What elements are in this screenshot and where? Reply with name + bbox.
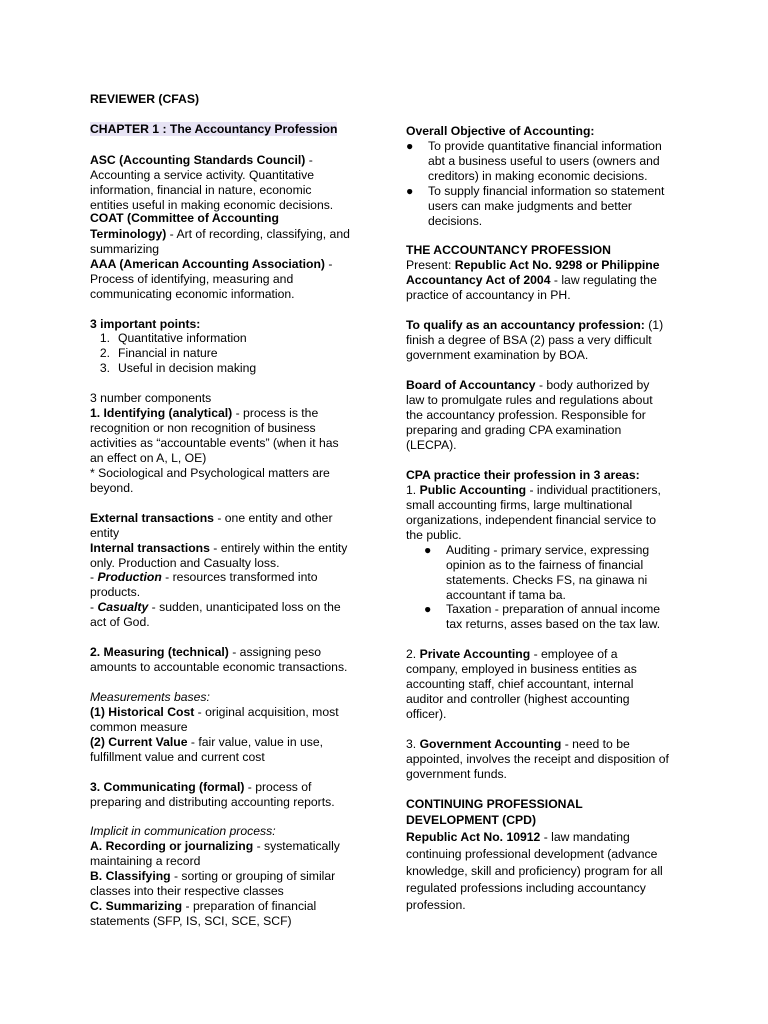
present-line: practice of accountancy in PH.	[406, 288, 571, 302]
boa-line: the accountancy profession. Responsible for	[406, 408, 646, 422]
casualty-text: - sudden, unanticipated loss on the	[148, 600, 341, 614]
measuring-term: 2. Measuring (technical)	[90, 645, 229, 659]
item-number: 3.	[406, 737, 420, 751]
internal-text: - entirely within the entity	[209, 541, 348, 555]
public-line: organizations, independent financial service to	[406, 513, 657, 527]
dash: -	[90, 600, 98, 614]
external-term: External transactions	[90, 511, 214, 525]
bullet-icon: ●	[406, 184, 414, 198]
list-item-text: users can make judgments and better	[428, 199, 632, 213]
asc-line: information, financial in nature, economic	[90, 183, 312, 197]
aaa-term: AAA (American Accounting Association)	[90, 257, 325, 271]
components-heading: 3 number components	[90, 391, 212, 405]
present-law-name: Republic Act No. 9298 or Philippine	[454, 258, 660, 272]
qualify-definition	[406, 318, 663, 333]
recording-term: A. Recording or journalizing	[90, 839, 254, 853]
bullet-icon: ●	[406, 139, 414, 153]
measuring-text: - assigning peso	[228, 645, 321, 659]
summarizing-term: C. Summarizing	[90, 899, 183, 913]
present-law	[406, 273, 657, 288]
qualify-line: government examination by BOA.	[406, 348, 589, 362]
cpa-areas-heading: CPA practice their profession in 3 areas:	[406, 468, 640, 482]
casualty-term: Casualty	[97, 600, 149, 614]
classifying-text: - sorting or grouping of similar	[170, 869, 336, 883]
list-item-text: opinion as to the fairness of financial	[446, 558, 644, 572]
private-line: auditor and controller (highest accounting	[406, 692, 630, 706]
communicating-text: - process of	[244, 780, 312, 794]
external-text: - one entity and other	[213, 511, 333, 525]
current-text: - fair value, value in use,	[187, 735, 324, 749]
identifying-term: 1. Identifying (analytical)	[90, 406, 233, 420]
list-item-text: To supply financial information so statement	[428, 184, 665, 198]
aaa-text: -	[324, 257, 333, 271]
boa-line: law to promulgate rules and regulations about	[406, 393, 653, 407]
ra-10912-line: regulated professions including accountancy	[406, 881, 646, 895]
list-item-text: creditors) in making economic decisions.	[428, 169, 648, 183]
boa-line: preparing and grading CPA examination	[406, 423, 622, 437]
list-item-text: Taxation - preparation of annual income	[446, 602, 661, 616]
internal-transactions	[90, 541, 347, 556]
bases-heading: Measurements bases:	[90, 690, 210, 704]
asc-term: ASC (Accounting Standards Council)	[90, 153, 306, 167]
recording-line: maintaining a record	[90, 854, 201, 868]
cpd-heading: CONTINUING PROFESSIONAL	[406, 797, 583, 811]
present-law	[406, 258, 660, 273]
item-number: 2.	[406, 647, 420, 661]
identifying-line: recognition or non recognition of business	[90, 421, 316, 435]
aaa-definition	[90, 257, 332, 272]
public-text: - individual practitioners,	[526, 483, 661, 497]
list-item-text: Financial in nature	[118, 346, 218, 360]
private-accounting	[406, 647, 618, 662]
communicating-definition	[90, 780, 311, 795]
dash: -	[90, 570, 98, 584]
qualify-text: (1)	[644, 318, 664, 332]
list-item: 3. Useful in decision making	[99, 361, 257, 375]
ra-10912-line: continuing professional development (advance	[406, 847, 658, 861]
public-term: Public Accounting	[419, 483, 527, 497]
government-line: appointed, involves the receipt and disposition of	[406, 752, 669, 766]
list-item-text: decisions.	[428, 214, 483, 228]
public-line: small accounting firms, large multinational	[406, 498, 633, 512]
qualify-term: To qualify as an accountancy profession:	[406, 318, 645, 332]
present-law-name: Accountancy Act of 2004	[406, 273, 551, 287]
private-line: officer).	[406, 707, 447, 721]
production-definition	[90, 570, 318, 585]
casualty-line: act of God.	[90, 615, 150, 629]
historical-cost	[90, 705, 339, 720]
communicating-line: preparing and distributing accounting reports.	[90, 795, 335, 809]
private-line: accounting staff, chief accountant, internal	[406, 677, 634, 691]
production-text: - resources transformed into	[161, 570, 318, 584]
asc-definition	[90, 153, 313, 168]
public-line: the public.	[406, 528, 462, 542]
casualty-definition	[90, 600, 341, 615]
asc-line: entities useful in making economic decisions.	[90, 198, 334, 212]
chapter-heading: CHAPTER 1 : The Accountancy Profession	[90, 122, 338, 136]
current-line: fulfillment value and current cost	[90, 750, 265, 764]
current-term: (2) Current Value	[90, 735, 188, 749]
private-line: company, employed in business entities as	[406, 662, 637, 676]
list-item-text: Quantitative information	[118, 331, 247, 345]
list-item-text: To provide quantitative financial information	[428, 139, 662, 153]
historical-line: common measure	[90, 720, 188, 734]
ra-10912-line: profession.	[406, 898, 466, 912]
summarizing-line: statements (SFP, IS, SCI, SCE, SCF)	[90, 914, 292, 928]
ra-10912-definition	[406, 830, 630, 845]
government-term: Government Accounting	[419, 737, 562, 751]
external-line: entity	[90, 526, 120, 540]
historical-term: (1) Historical Cost	[90, 705, 195, 719]
item-number: 1.	[406, 483, 420, 497]
identifying-definition	[90, 406, 318, 421]
coat-text: - Art of recording, classifying, and	[166, 227, 350, 241]
external-transactions	[90, 511, 333, 526]
coat-definition	[90, 227, 350, 242]
government-text: - need to be	[561, 737, 630, 751]
private-term: Private Accounting	[419, 647, 531, 661]
aaa-line: Process of identifying, measuring and	[90, 272, 294, 286]
boa-definition	[406, 378, 649, 393]
identifying-text: - process is the	[232, 406, 319, 420]
list-item-text: accountant if tama ba.	[446, 588, 566, 602]
coat-line: summarizing	[90, 242, 160, 256]
asc-line: Accounting a service activity. Quantitative	[90, 168, 314, 182]
bullet-icon: ●	[424, 543, 432, 557]
bullet-icon: ●	[424, 602, 432, 616]
boa-text: - body authorized by	[535, 378, 650, 392]
document-title: REVIEWER (CFAS)	[90, 92, 200, 106]
production-line: products.	[90, 585, 141, 599]
list-item-text: tax returns, asses based on the tax law.	[446, 617, 661, 631]
objective-heading: Overall Objective of Accounting:	[406, 124, 595, 138]
identifying-line: an effect on A, L, OE)	[90, 451, 207, 465]
implicit-heading: Implicit in communication process:	[90, 824, 276, 838]
cpd-heading: DEVELOPMENT (CPD)	[406, 813, 537, 827]
identifying-note: * Sociological and Psychological matters are	[90, 466, 330, 480]
boa-line: (LECPA).	[406, 438, 457, 452]
internal-term: Internal transactions	[90, 541, 210, 555]
production-term: Production	[97, 570, 162, 584]
list-item-text: Useful in decision making	[118, 361, 257, 375]
list-item: 1. Quantitative information	[99, 331, 247, 345]
list-item	[424, 543, 649, 558]
classifying-line: classes into their respective classes	[90, 884, 284, 898]
summarizing-text: - preparation of financial	[182, 899, 317, 913]
recording-definition	[90, 839, 340, 854]
qualify-line: finish a degree of BSA (2) pass a very difficult	[406, 333, 652, 347]
present-label: Present:	[406, 258, 455, 272]
government-line: government funds.	[406, 767, 507, 781]
measuring-definition	[90, 645, 321, 660]
coat-term: COAT (Committee of Accounting	[90, 211, 279, 225]
communicating-term: 3. Communicating (formal)	[90, 780, 245, 794]
ra-10912-term: Republic Act No. 10912	[406, 830, 541, 844]
boa-term: Board of Accountancy	[406, 378, 536, 392]
public-accounting	[406, 483, 661, 498]
classifying-definition	[90, 869, 335, 884]
historical-text: - original acquisition, most	[194, 705, 339, 719]
coat-term: Terminology)	[90, 227, 167, 241]
list-item: 2. Financial in nature	[99, 346, 218, 360]
asc-text: -	[305, 153, 313, 167]
measuring-line: amounts to accountable economic transactions.	[90, 660, 348, 674]
summarizing-definition	[90, 899, 316, 914]
private-text: - employee of a	[530, 647, 618, 661]
list-item	[406, 139, 662, 154]
government-accounting	[406, 737, 630, 752]
present-text: - law regulating the	[550, 273, 657, 287]
internal-line: only. Production and Casualty loss.	[90, 556, 280, 570]
ra-10912-text: - law mandating	[540, 830, 630, 844]
ra-10912-line: knowledge, skill and proficiency) program for all	[406, 864, 663, 878]
recording-text: - systematically	[253, 839, 340, 853]
aaa-line: communicating economic information.	[90, 287, 295, 301]
list-item-text: Auditing - primary service, expressing	[446, 543, 650, 557]
list-item	[406, 184, 664, 199]
profession-heading: THE ACCOUNTANCY PROFESSION	[406, 243, 611, 257]
important-points-heading: 3 important points:	[90, 317, 201, 331]
identifying-note: beyond.	[90, 481, 134, 495]
classifying-term: B. Classifying	[90, 869, 171, 883]
current-value	[90, 735, 323, 750]
list-item	[424, 602, 660, 617]
list-item-text: abt a business useful to users (owners and	[428, 154, 660, 168]
list-item-text: statements. Checks FS, na ginawa ni	[446, 573, 648, 587]
identifying-line: activities as “accountable events” (when it has	[90, 436, 339, 450]
